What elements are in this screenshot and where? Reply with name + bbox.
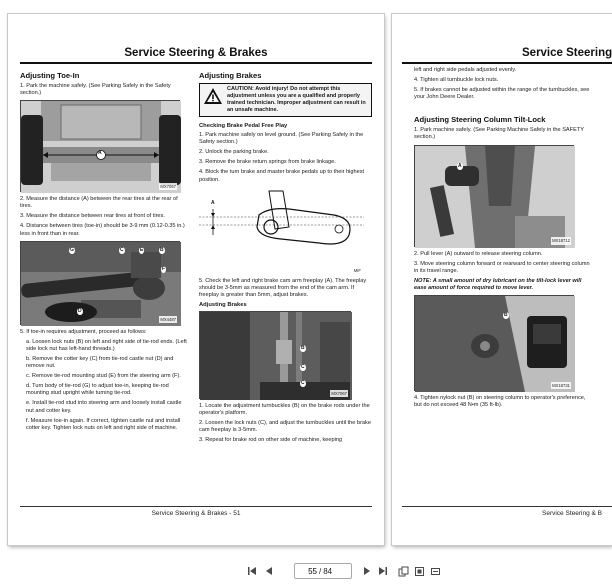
callout-label: A (211, 199, 215, 206)
step-text: 1. Locate the adjustment turnbuckles (B) on the brake rods under the operator's platform. (199, 403, 370, 417)
warning-triangle-icon (203, 87, 223, 105)
image-code: MX4487 (160, 316, 176, 322)
image-code: MX7067 (331, 390, 347, 396)
step-text: 4. Block the turn brake and master brake pedals up to their highest position. (199, 169, 365, 183)
step-text: 2. Pull lever (A) outward to release steering column. (414, 250, 543, 257)
page-number-box (294, 563, 352, 579)
subsection-title: Adjusting Brakes (199, 301, 247, 308)
step-text: 4. Distance between tires (toe-in) should be 3-9 mm (0.12-0.35 in.) less in front than in rear. (20, 223, 185, 237)
callout-label: C (301, 364, 305, 371)
callout-label: C (301, 380, 305, 387)
page-footer: Service Steering & B (542, 510, 602, 517)
copy-icon[interactable] (396, 564, 410, 578)
page-footer: Service Steering & Brakes - 51 (151, 510, 241, 517)
right-page (392, 14, 612, 545)
image-code: MX18712 (552, 238, 570, 244)
caution-text: Avoid injury! Do not attempt this adjustment unless you are a qualified and properly trained technician. Improper adjustment can result in an unsafe machine. (227, 86, 366, 113)
column-brakes (199, 71, 372, 448)
sub-step-text: d. Turn body of tie-rod (G) to adjust toe-in, keeping tie-rod mounting stud upright while turning tie-rod. (26, 383, 169, 397)
column-toe-in (20, 71, 190, 435)
photo-steering-column (414, 145, 574, 247)
sub-step-text: a. Loosen lock nuts (B) on left and right side of tie-rod ends. (Left side lock nut has left-hand threads.) (26, 338, 187, 352)
callout-label: B (160, 246, 164, 253)
step-text: left and right side pedals adjusted evenly. (414, 67, 517, 73)
step-text: 2. Loosen the lock nuts (C), and adjust the turnbuckles until the brake cam freeplay is 3-5mm. (199, 420, 371, 434)
image-code: MX7057 (160, 184, 176, 190)
last-page-icon[interactable] (376, 564, 390, 578)
step-text: 1. Park the machine safely. (See Parking Safely in the Safety section.) (20, 83, 171, 97)
next-page-icon[interactable] (360, 564, 374, 578)
header-rule (20, 62, 372, 64)
subsection-title: Checking Brake Pedal Free Play (199, 123, 288, 129)
prev-page-icon[interactable] (262, 564, 276, 578)
step-text: 1. Park machine safely on level ground. (See Parking Safely in the Safety section.) (199, 132, 364, 146)
fit-width-icon[interactable] (428, 564, 442, 578)
step-text: 5. If brakes cannot be adjusted within the range of the turnbuckles, see your John Deere Dealer. (414, 87, 590, 101)
step-text: 3. Repeat for brake rod on other side of machine, keeping (199, 437, 343, 444)
callout-label: G (70, 246, 74, 253)
section-title-brakes: Adjusting Brakes (199, 71, 262, 80)
caution-word: CAUTION: (227, 86, 254, 92)
step-text: 5. Check the left and right brake cam arm freeplay (A). The freeplay should be 3-5mm as measured from the end of the cam arm. If freeplay is greater than 5mm, adjust brakes. (199, 277, 367, 298)
section-title-tilt-lock: Adjusting Steering Column Tilt-Lock (414, 115, 546, 125)
footer-rule (20, 506, 372, 507)
callout-label: E (140, 246, 144, 253)
callout-label: A (458, 162, 462, 169)
image-code: MIF (353, 267, 361, 273)
step-text: 2. Measure the distance (A) between the rear tires at the rear of tires. (20, 196, 178, 210)
viewer-toolbar (0, 560, 600, 584)
step-text: 4. Tighten nylock nut (B) on steering column to operator's preference, but do not exceed 48 N•m (35 ft-lb). (414, 395, 586, 409)
page-header-title: Service Steering (522, 47, 612, 59)
header-rule (402, 62, 612, 64)
footer-rule (402, 506, 612, 507)
callout-label: D (78, 307, 82, 314)
step-text: 4. Tighten all turnbuckle lock nuts. (414, 77, 499, 84)
photo-turnbuckles (199, 311, 351, 399)
photo-nylock-nut (414, 295, 574, 391)
page-header-title: Service Steering & Brakes (124, 47, 268, 59)
note-text: NOTE: A small amount of dry lubricant on the tilt-lock lever will ease amount of force required to move lever. (414, 277, 582, 291)
total-pages: 84 (323, 566, 333, 576)
page-number-input[interactable] (299, 567, 317, 576)
photo-tie-rod (20, 241, 180, 325)
sub-step-text: c. Remove tie-rod mounting stud (E) from the steering arm (F). (26, 373, 181, 380)
callout-label: C (120, 246, 124, 253)
page-separator: / (319, 566, 322, 576)
step-text: 5. If toe-in requires adjustment, proceed as follows: (20, 328, 147, 335)
sub-step-text: b. Remove the cotter key (C) from tie-rod castle nut (D) and remove nut. (26, 355, 174, 370)
column-steering (414, 67, 594, 412)
diagram-cam-arm (199, 187, 364, 275)
photo-rear-tires (20, 100, 180, 192)
sub-step-text: f. Measure toe-in again. If correct, tighten castle nut and install cotter key. Tighten lock nuts on left and right side of machine. (26, 417, 181, 431)
image-code: MX18731 (552, 382, 570, 388)
step-text: 2. Unlock the parking brake. (199, 149, 269, 156)
step-text: 3. Measure the distance between rear tires at front of tires. (20, 213, 165, 220)
step-text: 3. Move steering column forward or rearward to center steering column in its travel range. (414, 260, 590, 274)
caution-box (199, 83, 372, 117)
left-page (8, 14, 384, 545)
callout-label: B (504, 312, 508, 319)
step-text: 1. Park machine safely. (See Parking Machine Safely in the SAFETY section.) (414, 127, 584, 141)
step-text: 3. Remove the brake return springs from brake linkage. (199, 159, 336, 166)
first-page-icon[interactable] (245, 564, 259, 578)
callout-label: F (162, 265, 166, 272)
callout-label: A (98, 150, 102, 157)
sub-step-text: e. Install tie-rod stud into steering arm and loosely install castle nut and cotter key. (26, 400, 182, 414)
callout-label: B (301, 345, 305, 352)
fit-page-icon[interactable] (412, 564, 426, 578)
section-title-toe-in: Adjusting Toe-In (20, 71, 80, 80)
